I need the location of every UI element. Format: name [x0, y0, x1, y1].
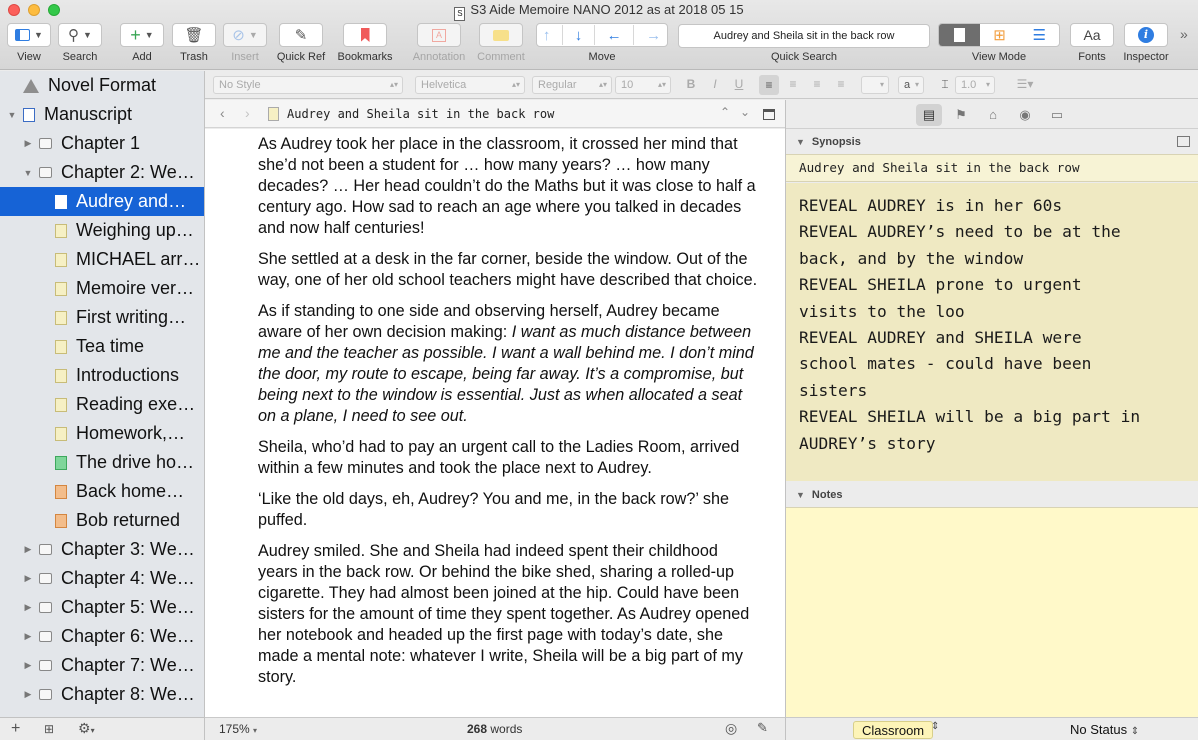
- binder-item-label: Chapter 2: We…: [61, 162, 195, 182]
- status-value: No Status: [1070, 722, 1128, 737]
- line-spacing-icon: ⌶: [941, 77, 949, 91]
- binder-item-label: Homework,…: [76, 423, 186, 443]
- binder-item-label: Memoire ver…: [76, 278, 195, 298]
- align-left-icon[interactable]: ≡: [759, 75, 779, 95]
- word-count: [467, 722, 522, 736]
- add-note-icon[interactable]: ✎: [757, 720, 768, 735]
- chevron-down-icon: ▼: [144, 30, 154, 40]
- move-label: Move: [588, 51, 616, 63]
- document-icon: [55, 224, 67, 238]
- binder-item-label: Chapter 1: [61, 133, 141, 153]
- binder-item[interactable]: [0, 332, 204, 361]
- chevron-updown-icon: ▴▾: [511, 80, 520, 89]
- disclosure-right-icon[interactable]: ▶: [24, 631, 32, 641]
- document-icon: [55, 282, 67, 296]
- document-icon: [55, 398, 67, 412]
- editor-paragraph[interactable]: [258, 134, 758, 239]
- binder-item-label: Reading exe…: [76, 394, 196, 414]
- binder-item-label: Chapter 5: We…: [61, 597, 195, 617]
- word-count-label: words: [490, 722, 523, 736]
- binder-sidebar: [0, 71, 205, 717]
- binder-item-label: Chapter 8: We…: [61, 684, 195, 704]
- synopsis-line: REVEAL AUDREY’s need to be at the: [799, 222, 1121, 242]
- search-label: Search: [62, 51, 98, 63]
- binder-item[interactable]: [0, 129, 204, 158]
- binder-item[interactable]: [0, 622, 204, 651]
- chevron-updown-icon: ⇕: [931, 721, 940, 732]
- snapshots-tab-icon[interactable]: ◉: [1019, 107, 1031, 122]
- document-mode-icon: [954, 28, 965, 42]
- font-weight-select[interactable]: [532, 76, 612, 94]
- binder-item[interactable]: [0, 593, 204, 622]
- window-toolbar: [0, 0, 1198, 70]
- line-spacing-value: 1.0: [961, 79, 977, 91]
- bookmarks-label: Bookmarks: [337, 51, 393, 63]
- font-family-select[interactable]: [415, 76, 525, 94]
- folder-icon: [39, 544, 52, 555]
- inspector-label: Inspector: [1123, 51, 1169, 63]
- list-style-icon[interactable]: ☰▾: [1016, 77, 1034, 91]
- folder-icon: [39, 602, 52, 613]
- italic-text-run: I want as much distance between me and the teacher as possible. I want a wall behind me. I don’t mind the door, my route to escape, being far away. It’s a compromise, but being next to the window is essential. Just as when allocated a seat on a plane, I need to see out.: [258, 323, 754, 425]
- separator: [594, 25, 595, 45]
- move-down-icon[interactable]: ↓: [574, 26, 583, 44]
- binder-item[interactable]: [0, 187, 204, 216]
- plus-icon: +: [130, 25, 141, 45]
- comment-label: Comment: [477, 51, 525, 63]
- synopsis-label: Synopsis: [811, 136, 861, 148]
- disclosure-down-icon[interactable]: ▼: [7, 109, 17, 120]
- notes-header[interactable]: [786, 484, 1198, 506]
- inspector-pane: [785, 100, 1198, 717]
- zoom-value: 175%: [219, 722, 250, 736]
- binder-item-label: Audrey and…: [76, 191, 187, 211]
- align-center-icon[interactable]: ≡: [789, 77, 797, 91]
- disclosure-down-icon: ▼: [796, 490, 805, 500]
- binder-item-label: Weighing up…: [76, 220, 194, 240]
- binder-item[interactable]: [0, 100, 204, 129]
- document-icon: [55, 195, 67, 209]
- annotation-label: Annotation: [412, 51, 466, 63]
- toolbar-overflow-icon[interactable]: »: [1180, 26, 1188, 42]
- chevron-down-icon: ▼: [83, 30, 92, 40]
- target-icon[interactable]: ◎: [725, 720, 738, 736]
- binder-item[interactable]: [0, 71, 204, 100]
- folder-icon: [39, 138, 52, 149]
- view-mode-control: [938, 23, 1060, 47]
- forward-arrow-icon[interactable]: ›: [245, 105, 250, 121]
- document-icon: [55, 340, 67, 354]
- gear-icon[interactable]: ⚙▾: [78, 720, 95, 736]
- synopsis-line: sisters: [799, 380, 868, 400]
- format-bar: [205, 71, 1198, 99]
- binder-item[interactable]: [0, 564, 204, 593]
- quick-search-label: Quick Search: [770, 51, 838, 63]
- binder-item[interactable]: [0, 216, 204, 245]
- editor-paragraph[interactable]: [258, 489, 758, 531]
- quick-ref-label: Quick Ref: [276, 51, 326, 63]
- bold-button[interactable]: B: [686, 77, 696, 91]
- text-run: She settled at a desk in the far corner, beside the window. Out of the way, one of her old school teachers might have described that choice.: [258, 250, 758, 289]
- inspector-footer: [785, 717, 1198, 740]
- chevron-down-icon: ▾: [914, 80, 919, 89]
- paperclip-icon: ⊘: [232, 26, 245, 44]
- text-run: As if standing to one side and observing herself, Audrey became aware of her own decision making:: [258, 302, 720, 341]
- chevron-updown-icon: ▴▾: [657, 80, 666, 89]
- binder-item-label: Introductions: [76, 365, 180, 385]
- editor-paragraph[interactable]: [258, 541, 758, 688]
- binder-item[interactable]: [0, 448, 204, 477]
- synopsis-line: REVEAL SHEILA will be a big part in: [799, 407, 1141, 427]
- synopsis-header[interactable]: [786, 131, 1198, 153]
- info-icon: i: [1138, 27, 1154, 43]
- search-button[interactable]: [58, 23, 102, 47]
- search-icon: ⚲: [68, 26, 80, 44]
- comments-tab-icon[interactable]: ▭: [1050, 107, 1064, 122]
- chevron-down-icon: ▼: [248, 30, 258, 40]
- chevron-down-icon: ▾: [253, 726, 258, 735]
- binder-item[interactable]: [0, 361, 204, 390]
- chevron-down-icon: ▾: [879, 80, 884, 89]
- comment-button[interactable]: [479, 23, 523, 47]
- editor-paragraph[interactable]: [258, 437, 758, 479]
- bookmarks-tab-icon[interactable]: ⚑: [955, 107, 967, 122]
- label-value: Classroom: [862, 723, 925, 738]
- document-icon: [55, 311, 67, 325]
- text-run: As Audrey took her place in the classroom, it crossed her mind that she’d not been a student for … how many years? … how many decades? … Her head couldn’t do the Maths but it was close to half a century ago. How sad to reach an age where you talked in decades and now half centuries!: [258, 135, 756, 237]
- back-arrow-icon[interactable]: ‹: [220, 105, 225, 121]
- quick-search-field[interactable]: Audrey and Sheila sit in the back row: [678, 24, 930, 48]
- binder-item-label: Chapter 7: We…: [61, 655, 195, 675]
- bookmark-icon: [361, 28, 370, 42]
- insert-button[interactable]: [223, 23, 267, 47]
- binder-item[interactable]: [0, 506, 204, 535]
- fonts-icon: Aa: [1083, 27, 1101, 43]
- binder-item-label: Chapter 3: We…: [61, 539, 195, 559]
- quick-ref-icon: ✎: [294, 26, 308, 44]
- editor-footer: [205, 717, 785, 740]
- line-spacing-select[interactable]: [955, 76, 995, 94]
- word-count-value: 268: [467, 722, 488, 736]
- synopsis-line: REVEAL AUDREY is in her 60s: [799, 196, 1063, 215]
- binder-item-label: Chapter 6: We…: [61, 626, 195, 646]
- font-size-select[interactable]: [615, 76, 671, 94]
- document-icon: [55, 485, 67, 499]
- binder-item[interactable]: [0, 680, 204, 709]
- weight-value: Regular: [538, 79, 577, 91]
- binder-footer: [0, 717, 205, 740]
- binder-item-label: The drive ho…: [76, 452, 195, 472]
- binder-item-label: First writing…: [76, 307, 187, 327]
- editor-header: [205, 100, 785, 128]
- editor-paragraph[interactable]: [258, 301, 758, 427]
- binder-item[interactable]: [0, 274, 204, 303]
- view-label: View: [17, 51, 41, 63]
- move-controls: [536, 23, 668, 47]
- trash-icon: 🗑: [184, 26, 204, 44]
- label-select[interactable]: [853, 721, 933, 739]
- insert-label: Insert: [231, 51, 259, 63]
- add-item-icon[interactable]: +: [11, 720, 21, 737]
- comment-icon: [493, 30, 509, 41]
- inspector-button[interactable]: [1124, 23, 1168, 47]
- synopsis-line: REVEAL AUDREY and SHEILA were: [799, 328, 1082, 348]
- text-run: Audrey smiled. She and Sheila had indeed spent their childhood years in the back row. Or behind the bike shed, sharing a rolled-up cigarette. They had almost been joined at the hip. Could have been sisters for the amount of time they spent together. As Audrey opened her notebook and headed up the first page with today’s date, she made a mental note: whatever I write, Sheila will be a big part of my story.: [258, 542, 750, 686]
- disclosure-right-icon[interactable]: ▶: [24, 660, 32, 670]
- view-mode-label: View Mode: [971, 51, 1027, 63]
- zoom-select[interactable]: [219, 722, 257, 736]
- outliner-mode-icon[interactable]: ☰: [1032, 27, 1046, 44]
- text-run: ‘Like the old days, eh, Audrey? You and me, in the back row?’ she puffed.: [258, 490, 729, 529]
- editor-text[interactable]: [258, 134, 758, 698]
- disclosure-right-icon[interactable]: ▶: [24, 544, 32, 554]
- bookmarks-button[interactable]: [343, 23, 387, 47]
- document-title: Audrey and Sheila sit in the back row: [287, 107, 555, 121]
- folder-icon: [39, 631, 52, 642]
- disclosure-down-icon: ▼: [796, 137, 805, 147]
- binder-item[interactable]: [0, 419, 204, 448]
- scrivenings-mode-button[interactable]: [939, 23, 980, 47]
- notes-tab-icon[interactable]: ▤: [916, 104, 942, 126]
- separator: [633, 25, 634, 45]
- view-button[interactable]: [7, 23, 51, 47]
- chevron-down-icon: ▾: [985, 80, 990, 89]
- underline-button[interactable]: U: [734, 77, 744, 91]
- trash-label: Trash: [180, 51, 208, 63]
- font-value: Helvetica: [421, 79, 467, 91]
- synopsis-line: AUDREY’s story: [799, 433, 936, 453]
- editor-pane[interactable]: [205, 129, 785, 717]
- annotation-icon: A: [432, 29, 446, 42]
- editor-paragraph[interactable]: [258, 249, 758, 291]
- notes-label: Notes: [811, 489, 843, 501]
- binder-item-label: Manuscript: [44, 104, 133, 124]
- folder-icon: [39, 660, 52, 671]
- project-file-icon: S: [454, 7, 465, 21]
- disclosure-right-icon[interactable]: ▶: [24, 602, 32, 612]
- synopsis-line: school mates - could have been: [799, 354, 1092, 374]
- binder-item[interactable]: [0, 535, 204, 564]
- move-right-icon[interactable]: →: [646, 26, 662, 44]
- binder-item-label: Bob returned: [76, 510, 181, 530]
- annotation-button[interactable]: [417, 23, 461, 47]
- synopsis-line: back, and by the window: [799, 248, 1024, 268]
- binder-item-label: MICHAEL arr…: [76, 249, 201, 269]
- size-value: 10: [621, 79, 634, 91]
- disclosure-right-icon[interactable]: ▶: [24, 689, 32, 699]
- align-justify-icon[interactable]: ≡: [837, 77, 845, 91]
- binder-item[interactable]: [0, 390, 204, 419]
- binder-item[interactable]: [0, 303, 204, 332]
- corkboard-mode-icon[interactable]: ⊞: [993, 27, 1006, 44]
- window-title: [0, 2, 1198, 21]
- status-select[interactable]: [1062, 721, 1147, 739]
- window-title-text: S3 Aide Memoire NANO 2012 as at 2018 05 15: [470, 2, 744, 17]
- synopsis-title-field[interactable]: Audrey and Sheila sit in the back row: [786, 154, 1198, 182]
- disclosure-right-icon[interactable]: ▶: [24, 138, 32, 148]
- trash-button[interactable]: [172, 23, 216, 47]
- disclosure-right-icon[interactable]: ▶: [24, 573, 32, 583]
- document-icon: [55, 253, 67, 267]
- separator: [562, 25, 563, 45]
- synopsis-line: visits to the loo: [799, 301, 965, 321]
- align-right-icon[interactable]: ≡: [813, 77, 821, 91]
- view-layout-icon: [15, 29, 30, 41]
- binder-item[interactable]: [0, 158, 204, 187]
- text-color-select[interactable]: [861, 76, 889, 94]
- chevron-updown-icon: ▴▾: [389, 80, 398, 89]
- header-document-icon: [268, 107, 279, 121]
- folder-icon: [39, 573, 52, 584]
- highlight-value: a: [904, 79, 911, 91]
- folder-icon: [39, 167, 52, 178]
- add-label: Add: [132, 51, 152, 63]
- binder-item[interactable]: [0, 477, 204, 506]
- binder-item[interactable]: [0, 245, 204, 274]
- chevron-updown-icon: ⇕: [1130, 726, 1140, 737]
- paragraph-style-select[interactable]: [213, 76, 403, 94]
- highlight-color-select[interactable]: [898, 76, 924, 94]
- chevron-down-icon: ▼: [34, 30, 43, 40]
- previous-document-icon[interactable]: ⌃: [720, 105, 731, 119]
- fonts-button[interactable]: [1070, 23, 1114, 47]
- move-left-icon[interactable]: ←: [606, 26, 622, 44]
- inspector-tabs: [786, 100, 1198, 129]
- synopsis-line: REVEAL SHEILA prone to urgent: [799, 275, 1082, 295]
- document-icon: [55, 369, 67, 383]
- disclosure-down-icon[interactable]: ▼: [23, 167, 33, 178]
- document-icon: [55, 456, 67, 470]
- add-folder-icon[interactable]: ⊞: [44, 722, 55, 736]
- binder-item-label: Tea time: [76, 336, 145, 356]
- document-icon: [55, 427, 67, 441]
- document-icon: [55, 514, 67, 528]
- binder-item-label: Novel Format: [48, 75, 157, 95]
- metadata-tab-icon[interactable]: ⌂: [989, 107, 997, 122]
- split-editor-icon[interactable]: [763, 109, 775, 120]
- chevron-updown-icon: ▴▾: [598, 80, 607, 89]
- binder-item-label: Back home…: [76, 481, 185, 501]
- binder-item[interactable]: [0, 651, 204, 680]
- add-button[interactable]: [120, 23, 164, 47]
- italic-button[interactable]: I: [713, 77, 717, 91]
- synopsis-image-icon[interactable]: [1177, 136, 1190, 147]
- fonts-label: Fonts: [1078, 51, 1106, 63]
- binder-item-label: Chapter 4: We…: [61, 568, 195, 588]
- folder-icon: [39, 689, 52, 700]
- next-document-icon[interactable]: ⌄: [740, 105, 751, 119]
- quick-ref-button[interactable]: [279, 23, 323, 47]
- style-value: No Style: [219, 79, 261, 91]
- notes-text-field[interactable]: [786, 507, 1198, 717]
- synopsis-text-field[interactable]: [786, 183, 1198, 481]
- move-up-icon[interactable]: ↑: [542, 26, 551, 44]
- warning-icon: [23, 79, 39, 93]
- text-run: Sheila, who’d had to pay an urgent call to the Ladies Room, arrived within a few minutes and took the place next to Audrey.: [258, 438, 740, 477]
- manuscript-icon: [23, 108, 35, 122]
